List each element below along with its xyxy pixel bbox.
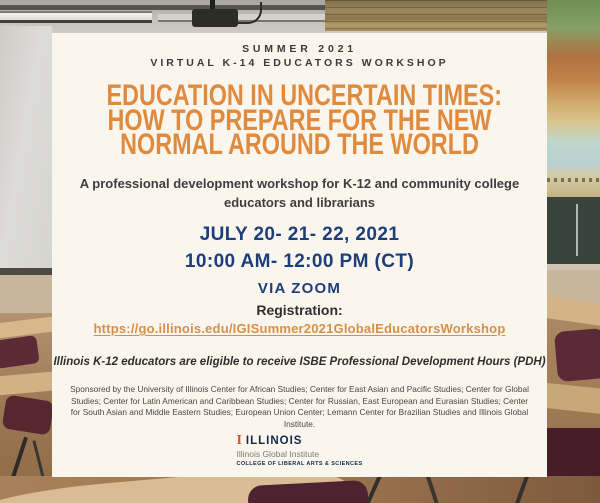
wall-map xyxy=(547,0,600,197)
subtitle-line-2: educators and librarians xyxy=(224,195,375,210)
ceiling-beam xyxy=(0,5,345,10)
event-platform: VIA ZOOM xyxy=(257,280,342,297)
illinois-block-i-icon: I xyxy=(236,433,242,448)
eyebrow-season: SUMMER 2021 xyxy=(242,43,357,55)
sponsors-paragraph: Sponsored by the University of Illinois Center for African Studies; Center for East Asian and Pacific Studies; Center for Global Studies; Center for Latin American and Caribbean Studies; Center for Russian, East European and Eurasian Studies; Center for South Asian and Middle Eastern Studies; European Union Center; Lemann Center for Brazilian Studies and Illinois Global Institute. xyxy=(70,384,529,429)
chair xyxy=(554,328,600,382)
illinois-global-institute-logo xyxy=(52,435,547,470)
illinois-wordmark: ILLINOIS xyxy=(245,435,303,447)
logo-row xyxy=(236,435,362,447)
college-name: COLLEGE OF LIBERAL ARTS & SCIENCES xyxy=(236,461,363,467)
title-line-1: EDUCATION IN UNCERTAIN TIMES: xyxy=(106,79,503,112)
subtitle-line-1: A professional development workshop for K-12 and community college xyxy=(79,176,520,191)
workshop-eyebrow xyxy=(52,42,547,70)
fluorescent-light xyxy=(0,11,152,23)
ceiling-projector xyxy=(192,9,238,27)
title-line-2: HOW TO PREPARE FOR THE NEW xyxy=(107,103,492,137)
event-dates: JULY 20- 21- 22, 2021 xyxy=(199,224,400,245)
projection-screen xyxy=(0,26,52,270)
flyer-title xyxy=(106,79,503,161)
title-line-3: NORMAL AROUND THE WORLD xyxy=(120,128,479,161)
registration-link[interactable]: https://go.illinois.edu/IGISummer2021GlobalEducatorsWorkshop xyxy=(93,321,506,336)
registration-label: Registration: xyxy=(256,302,343,318)
wall-map-caption xyxy=(547,178,600,182)
flyer-subtitle xyxy=(52,174,547,212)
left-wall xyxy=(0,275,52,313)
chalk-mark xyxy=(576,204,578,256)
projection-screen-frame xyxy=(0,268,52,275)
flyer-card xyxy=(52,33,547,477)
institute-name: Illinois Global Institute xyxy=(236,449,320,459)
logo-inner xyxy=(236,435,362,467)
eyebrow-workshop-name: VIRTUAL K-14 EDUCATORS WORKSHOP xyxy=(150,57,449,69)
event-time: 10:00 AM- 12:00 PM (CT) xyxy=(184,251,415,272)
chalkboard xyxy=(547,197,600,264)
chair xyxy=(2,394,55,435)
pdh-eligibility-note: Illinois K-12 educators are eligible to receive ISBE Professional Development Hours (PDH) xyxy=(53,356,546,368)
rolled-maps xyxy=(325,0,547,31)
